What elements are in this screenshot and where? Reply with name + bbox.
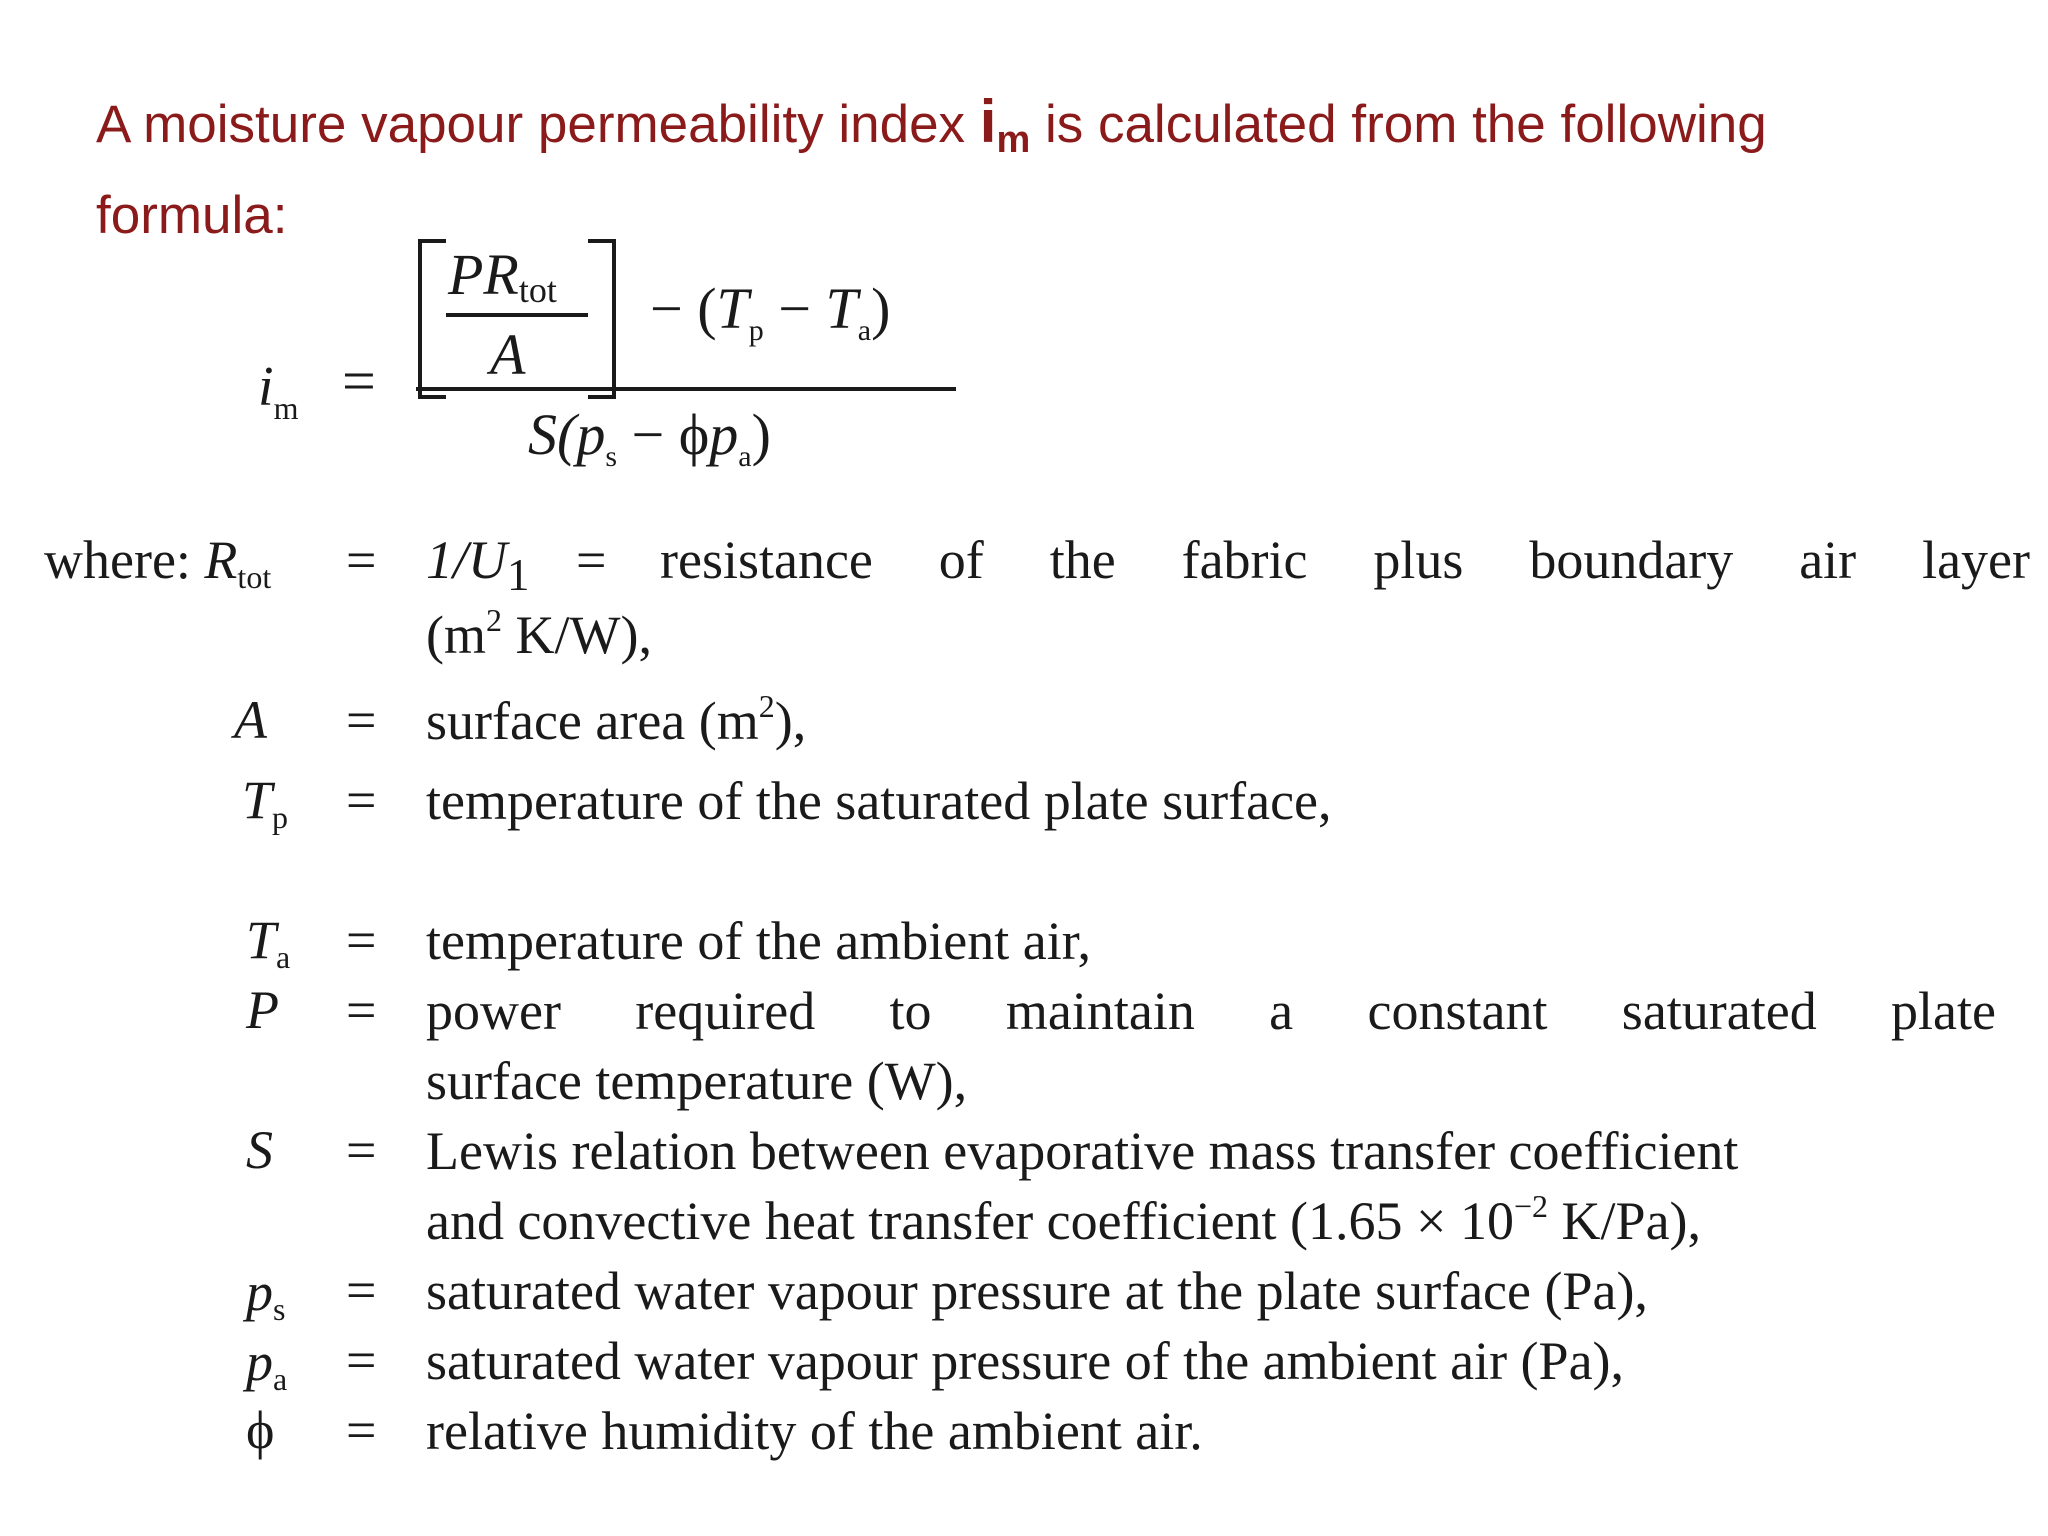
- a-equals: =: [346, 690, 377, 750]
- index-symbol: $i_m$: [979, 88, 1031, 161]
- formula-lhs: $i_m$: [258, 356, 299, 426]
- pa-symbol: $p_a$: [246, 1332, 288, 1397]
- tp-equals: =: [346, 770, 377, 830]
- inner-numerator: $PR_{tot}$: [448, 242, 557, 310]
- p-description-line1: power required to maintain a constant saturated plate: [426, 981, 1996, 1041]
- rtot-equals: =: [346, 530, 377, 590]
- ps-symbol: $p_s$: [246, 1262, 286, 1327]
- ta-symbol: $T_a$: [246, 910, 291, 975]
- tp-symbol: $T_p$: [242, 770, 289, 835]
- tp-description: temperature of the saturated plate surface,: [426, 771, 1332, 831]
- p-description-line2: surface temperature (W),: [426, 1051, 968, 1111]
- pa-description: saturated water vapour pressure of the ambient air (Pa),: [426, 1331, 1625, 1391]
- heading-rest: is calculated from the following formula:: [96, 95, 1767, 245]
- inner-denominator: A: [490, 322, 526, 387]
- s-equals: =: [346, 1120, 377, 1180]
- rtot-symbol: where: $R_{tot}$: [44, 530, 272, 595]
- a-symbol: A: [234, 690, 267, 750]
- ta-description: temperature of the ambient air,: [426, 911, 1092, 971]
- rtot-equals-2: =: [576, 530, 607, 590]
- p-symbol: P: [246, 980, 279, 1040]
- pa-equals: =: [346, 1330, 377, 1390]
- phi-equals: =: [346, 1400, 377, 1460]
- rtot-value: $1/U_1$: [426, 530, 530, 600]
- temperature-difference: − $(T_p - T_a)$: [650, 276, 891, 347]
- rtot-description: resistance of the fabric plus boundary air layer: [660, 530, 2030, 590]
- heading-intro: A moisture vapour permeability index: [96, 95, 980, 154]
- a-description: surface area $(m^2)$,: [426, 688, 807, 751]
- phi-symbol: ϕ: [246, 1400, 275, 1460]
- formula-denominator: $S(p_s - \phi p_a)$: [528, 402, 771, 473]
- ps-description: saturated water vapour pressure at the plate surface (Pa),: [426, 1261, 1648, 1321]
- s-description-line2: and convective heat transfer coefficient ($1.65 \times 10^{-2}$ K/Pa),: [426, 1188, 1702, 1251]
- s-description-line1: Lewis relation between evaporative mass transfer coefficient: [426, 1121, 1739, 1181]
- s-symbol: S: [246, 1120, 273, 1180]
- phi-description: relative humidity of the ambient air.: [426, 1401, 1203, 1461]
- rtot-units: ($m^2$ K/W),: [426, 602, 652, 665]
- ps-equals: =: [346, 1260, 377, 1320]
- p-equals: =: [346, 980, 377, 1040]
- formula-equals: =: [342, 348, 376, 414]
- ta-equals: =: [346, 910, 377, 970]
